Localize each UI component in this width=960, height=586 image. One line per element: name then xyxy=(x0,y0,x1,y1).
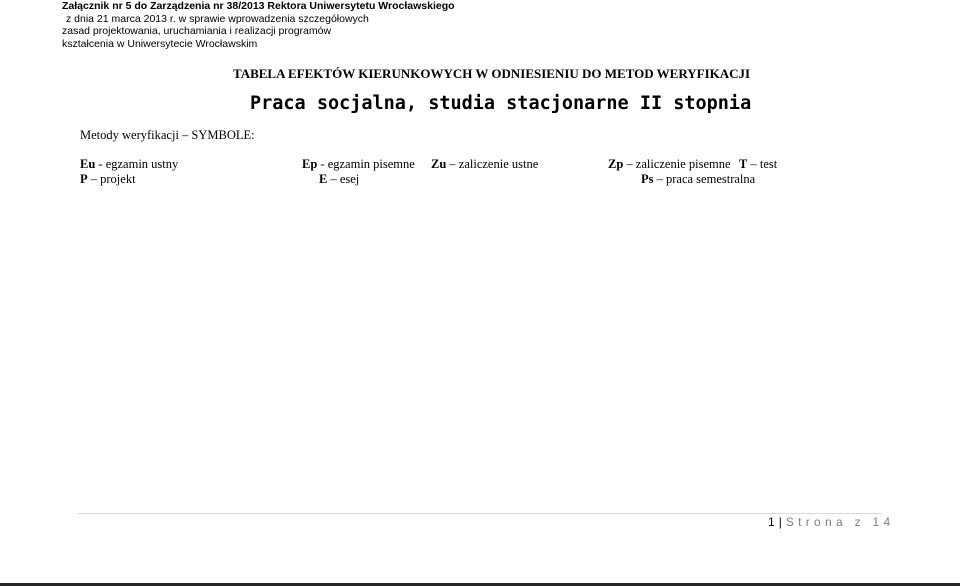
page-number-label: Strona z 14 xyxy=(785,515,895,529)
symbol-description: – esej xyxy=(327,172,360,186)
symbol-legend-item xyxy=(302,157,415,172)
header-note-line: Załącznik nr 5 do Zarządzenia nr 38/2013 Rektora Uniwersytetu Wrocławskiego xyxy=(62,0,455,12)
symbol-code: Ep xyxy=(302,157,318,171)
page-number xyxy=(768,515,894,529)
symbol-legend-item xyxy=(431,157,538,172)
symbol-code: Zp xyxy=(608,157,624,171)
symbol-description: - egzamin ustny xyxy=(95,157,179,171)
page-number-separator: | xyxy=(778,515,782,529)
footer-divider xyxy=(78,513,882,514)
symbol-code: P xyxy=(80,172,88,186)
symbol-legend-item xyxy=(739,157,777,172)
symbol-code: Ps xyxy=(641,172,654,186)
symbol-code: Eu xyxy=(80,157,96,171)
page-number-value: 1 xyxy=(768,515,775,529)
header-note-line: z dnia 21 marca 2013 r. w sprawie wprowadzenia szczegółowych xyxy=(66,12,369,25)
symbol-code: Zu xyxy=(431,157,447,171)
header-note-line: kształcenia w Uniwersytecie Wrocławskim xyxy=(62,37,258,50)
header-note-line: zasad projektowania, uruchamiania i realizacji programów xyxy=(62,25,332,37)
methods-label: Metody weryfikacji – SYMBOLE: xyxy=(80,128,255,142)
symbol-description: – zaliczenie ustne xyxy=(446,157,539,171)
symbol-legend-item xyxy=(608,157,731,172)
symbol-code: E xyxy=(319,172,328,186)
symbol-legend-item xyxy=(319,172,359,187)
header-note xyxy=(62,0,455,50)
symbol-legend-item xyxy=(80,172,136,187)
symbol-code: T xyxy=(739,157,748,171)
symbol-legend-item xyxy=(641,172,755,187)
symbol-description: – praca semestralna xyxy=(653,172,756,186)
program-title: Praca socjalna, studia stacjonarne II stopnia xyxy=(250,93,752,114)
symbol-description: – test xyxy=(747,157,778,171)
symbol-legend-item xyxy=(80,157,178,172)
table-title: TABELA EFEKTÓW KIERUNKOWYCH W ODNIESIENIU DO METOD WERYFIKACJI xyxy=(233,66,751,81)
symbol-description: - egzamin pisemne xyxy=(317,157,415,171)
symbol-description: – projekt xyxy=(87,172,136,186)
symbol-description: – zaliczenie pisemne xyxy=(623,157,731,171)
